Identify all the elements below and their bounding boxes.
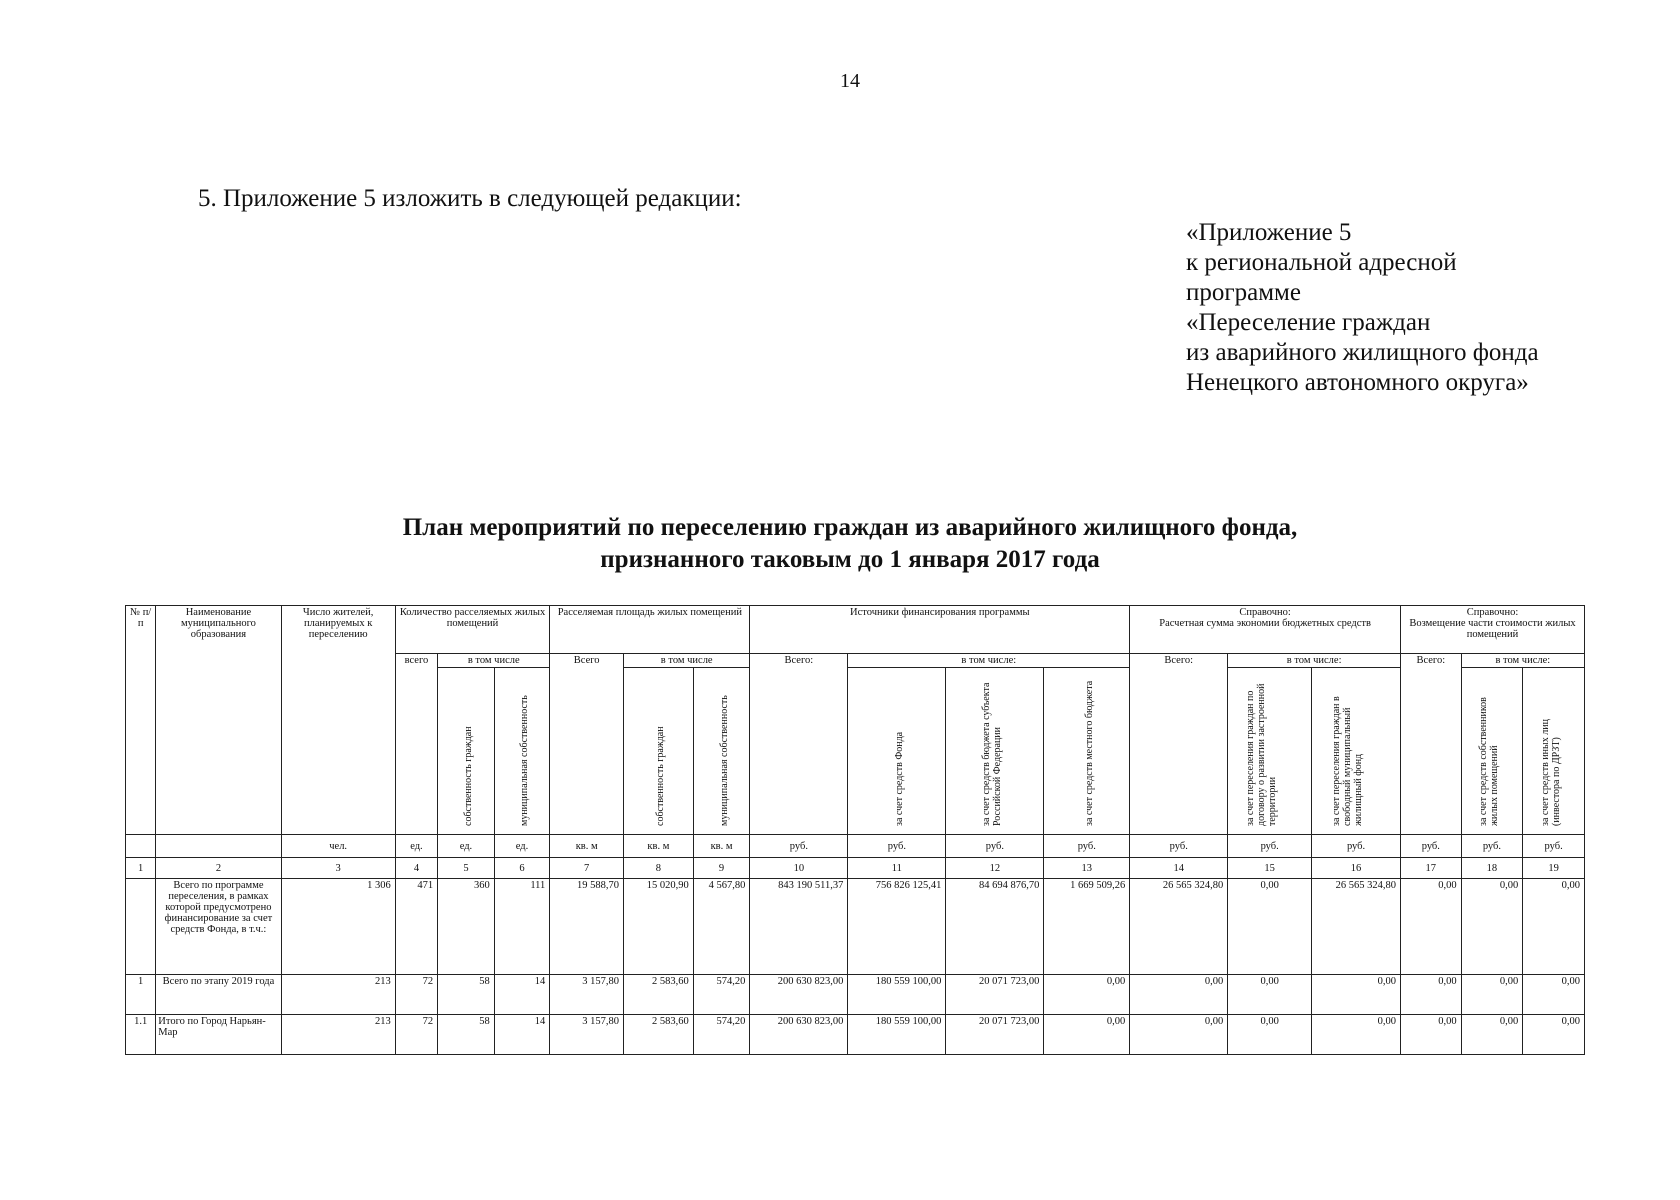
table-cell: 574,20 [693, 1015, 750, 1055]
table-cell: 360 [438, 879, 495, 975]
unit-cell: ед. [438, 835, 495, 858]
header-econ-line: Справочно: [1239, 607, 1291, 618]
table-cell: 20 071 723,00 [946, 1015, 1044, 1055]
table-cell: 200 630 823,00 [750, 1015, 848, 1055]
table-cell: 26 565 324,80 [1130, 879, 1228, 975]
column-number: 12 [946, 858, 1044, 879]
plan-table [125, 605, 1585, 1055]
table-cell: 843 190 511,37 [750, 879, 848, 975]
table-cell: 0,00 [1523, 975, 1585, 1015]
header-residents: Число жителей, планируемых к переселению [281, 606, 395, 835]
header-comp-investors [1523, 668, 1585, 835]
column-number: 10 [750, 858, 848, 879]
table-cell: 14 [494, 975, 550, 1015]
header-area-mun-text: муниципальная собственность [718, 695, 730, 826]
column-number: 16 [1312, 858, 1401, 879]
table-cell: 84 694 876,70 [946, 879, 1044, 975]
header-econ-incl: в том числе: [1228, 654, 1401, 668]
header-area-total: Всего [550, 654, 624, 835]
table-cell: 1 [126, 975, 156, 1015]
header-econ-total: Всего: [1130, 654, 1228, 835]
header-comp-line: Возмещение части стоимости жилых помещений [1409, 618, 1576, 640]
table-cell: 1 669 509,26 [1044, 879, 1130, 975]
header-fin-subject-text: за счет средств бюджета субъекта Российской Федерации [980, 682, 1003, 826]
header-area-own [624, 668, 694, 835]
column-number: 15 [1228, 858, 1312, 879]
column-number: 14 [1130, 858, 1228, 879]
header-num: № п/п [126, 606, 156, 835]
unit-cell: ед. [494, 835, 550, 858]
header-comp-group [1401, 606, 1585, 654]
header-comp-total: Всего: [1401, 654, 1462, 835]
header-qty-mun [494, 668, 550, 835]
table-cell: 180 559 100,00 [848, 1015, 946, 1055]
plan-title-line: План мероприятий по переселению граждан из аварийного жилищного фонда, [402, 514, 1298, 541]
header-area-own-text: собственность граждан [655, 726, 667, 826]
header-qty-mun-text: муниципальная собственность [519, 695, 531, 826]
appendix-heading [1186, 218, 1539, 398]
column-number: 18 [1461, 858, 1523, 879]
appendix-line: «Переселение граждан [1186, 309, 1431, 336]
table-cell: 0,00 [1523, 879, 1585, 975]
header-comp-owners-text: за счет средств собственников жилых помещений [1477, 697, 1500, 826]
column-number: 9 [693, 858, 750, 879]
unit-cell: руб. [848, 835, 946, 858]
table-cell: 0,00 [1312, 975, 1401, 1015]
plan-title-line: признанного таковым до 1 января 2017 года [600, 546, 1100, 573]
table-cell: 0,00 [1044, 1015, 1130, 1055]
table-cell: 1.1 [126, 1015, 156, 1055]
column-number: 7 [550, 858, 624, 879]
table-cell: 0,00 [1228, 1015, 1312, 1055]
header-comp-incl: в том числе: [1461, 654, 1584, 668]
header-fin-incl: в том числе: [848, 654, 1130, 668]
column-number: 8 [624, 858, 694, 879]
table-cell: 0,00 [1401, 879, 1462, 975]
unit-cell: руб. [1044, 835, 1130, 858]
header-qty-total: всего [395, 654, 437, 835]
column-number: 1 [126, 858, 156, 879]
header-area-incl: в том числе [624, 654, 750, 668]
header-qty-incl: в том числе [438, 654, 550, 668]
table-cell: 3 157,80 [550, 975, 624, 1015]
column-number: 11 [848, 858, 946, 879]
appendix-line: программе [1186, 279, 1301, 306]
table-cell: 1 306 [281, 879, 395, 975]
unit-cell: кв. м [624, 835, 694, 858]
table-cell: 0,00 [1523, 1015, 1585, 1055]
column-number: 5 [438, 858, 495, 879]
header-econ-territory [1228, 668, 1312, 835]
header-econ-free [1312, 668, 1401, 835]
table-cell: 0,00 [1461, 975, 1523, 1015]
column-number: 4 [395, 858, 437, 879]
header-qty-own-text: собственность граждан [462, 726, 474, 826]
unit-cell: руб. [946, 835, 1044, 858]
header-econ-free-text: за счет переселения граждан в свободный муниципальный жилищный фонд [1331, 696, 1365, 826]
table-cell: 2 583,60 [624, 1015, 694, 1055]
unit-cell: руб. [1228, 835, 1312, 858]
header-comp-investors-text: за счет средств иных лиц (инвестора по ДРЗТ) [1539, 719, 1562, 826]
header-fin-fund [848, 668, 946, 835]
table-cell: 20 071 723,00 [946, 975, 1044, 1015]
header-fin-local [1044, 668, 1130, 835]
table-row-program-total [126, 879, 1585, 975]
header-fin-local-text: за счет средств местного бюджета [1083, 680, 1095, 826]
unit-cell: кв. м [693, 835, 750, 858]
unit-cell: руб. [1523, 835, 1585, 858]
unit-cell: руб. [1461, 835, 1523, 858]
header-name: Наименование муниципального образования [156, 606, 281, 835]
unit-cell [126, 835, 156, 858]
appendix-line: Ненецкого автономного округа» [1186, 369, 1529, 396]
header-econ-territory-text: за счет переселения граждан по договору о развитии застроенной территории [1244, 683, 1278, 826]
header-fin-group: Источники финансирования программы [750, 606, 1130, 654]
table-cell: 213 [281, 1015, 395, 1055]
table-cell: 14 [494, 1015, 550, 1055]
table-cell: 0,00 [1228, 879, 1312, 975]
table-cell: 213 [281, 975, 395, 1015]
appendix-line: к региональной адресной [1186, 249, 1457, 276]
header-econ-group [1130, 606, 1401, 654]
table-cell: 15 020,90 [624, 879, 694, 975]
column-number: 3 [281, 858, 395, 879]
appendix-line: из аварийного жилищного фонда [1186, 339, 1539, 366]
header-fin-fund-text: за счет средств Фонда [893, 731, 905, 826]
column-number: 2 [156, 858, 281, 879]
unit-cell: руб. [1312, 835, 1401, 858]
table-cell: 58 [438, 975, 495, 1015]
column-numbers-row [126, 858, 1585, 879]
table-cell: 4 567,80 [693, 879, 750, 975]
table-cell: 58 [438, 1015, 495, 1055]
unit-cell: руб. [1130, 835, 1228, 858]
table-cell: 0,00 [1401, 1015, 1462, 1055]
table-cell: 0,00 [1312, 1015, 1401, 1055]
table-cell: Всего по программе переселения, в рамках которой предусмотрено финансирование за счет средств Фонда, в т.ч.: [156, 879, 281, 975]
table-cell: Итого по Город Нарьян-Мар [156, 1015, 281, 1055]
table-row-stage-2019 [126, 975, 1585, 1015]
table-cell: 19 588,70 [550, 879, 624, 975]
table-cell: 0,00 [1130, 975, 1228, 1015]
appendix-line: «Приложение 5 [1186, 219, 1352, 246]
instruction-text: 5. Приложение 5 изложить в следующей редакции: [198, 185, 742, 212]
table-row-naryan-mar [126, 1015, 1585, 1055]
unit-cell: ед. [395, 835, 437, 858]
header-comp-line: Справочно: [1466, 607, 1519, 618]
column-number: 17 [1401, 858, 1462, 879]
units-row [126, 835, 1585, 858]
header-comp-owners [1461, 668, 1523, 835]
table-cell: 200 630 823,00 [750, 975, 848, 1015]
table-cell: 26 565 324,80 [1312, 879, 1401, 975]
table-cell: 72 [395, 975, 437, 1015]
header-area-mun [693, 668, 750, 835]
table-cell: 111 [494, 879, 550, 975]
column-number: 19 [1523, 858, 1585, 879]
header-qty-group: Количество расселяемых жилых помещений [395, 606, 550, 654]
unit-cell: руб. [750, 835, 848, 858]
table-cell: 3 157,80 [550, 1015, 624, 1055]
table-cell: 180 559 100,00 [848, 975, 946, 1015]
table-cell: 471 [395, 879, 437, 975]
table-cell: 0,00 [1401, 975, 1462, 1015]
table-cell: 0,00 [1461, 1015, 1523, 1055]
header-econ-line: Расчетная сумма экономии бюджетных средств [1159, 618, 1371, 629]
header-fin-total: Всего: [750, 654, 848, 835]
unit-cell: кв. м [550, 835, 624, 858]
unit-cell [156, 835, 281, 858]
table-cell: 2 583,60 [624, 975, 694, 1015]
table-cell: 0,00 [1461, 879, 1523, 975]
table-cell: 72 [395, 1015, 437, 1055]
table-cell: 756 826 125,41 [848, 879, 946, 975]
table-cell: 0,00 [1228, 975, 1312, 1015]
table-cell: 574,20 [693, 975, 750, 1015]
header-qty-own [438, 668, 495, 835]
unit-cell: руб. [1401, 835, 1462, 858]
table-cell: Всего по этапу 2019 года [156, 975, 281, 1015]
column-number: 6 [494, 858, 550, 879]
table-cell: 0,00 [1044, 975, 1130, 1015]
unit-cell: чел. [281, 835, 395, 858]
header-area-group: Расселяемая площадь жилых помещений [550, 606, 750, 654]
plan-title [0, 512, 1680, 576]
table-cell [126, 879, 156, 975]
page-number: 14 [840, 70, 860, 92]
column-number: 13 [1044, 858, 1130, 879]
header-fin-subject [946, 668, 1044, 835]
table-cell: 0,00 [1130, 1015, 1228, 1055]
